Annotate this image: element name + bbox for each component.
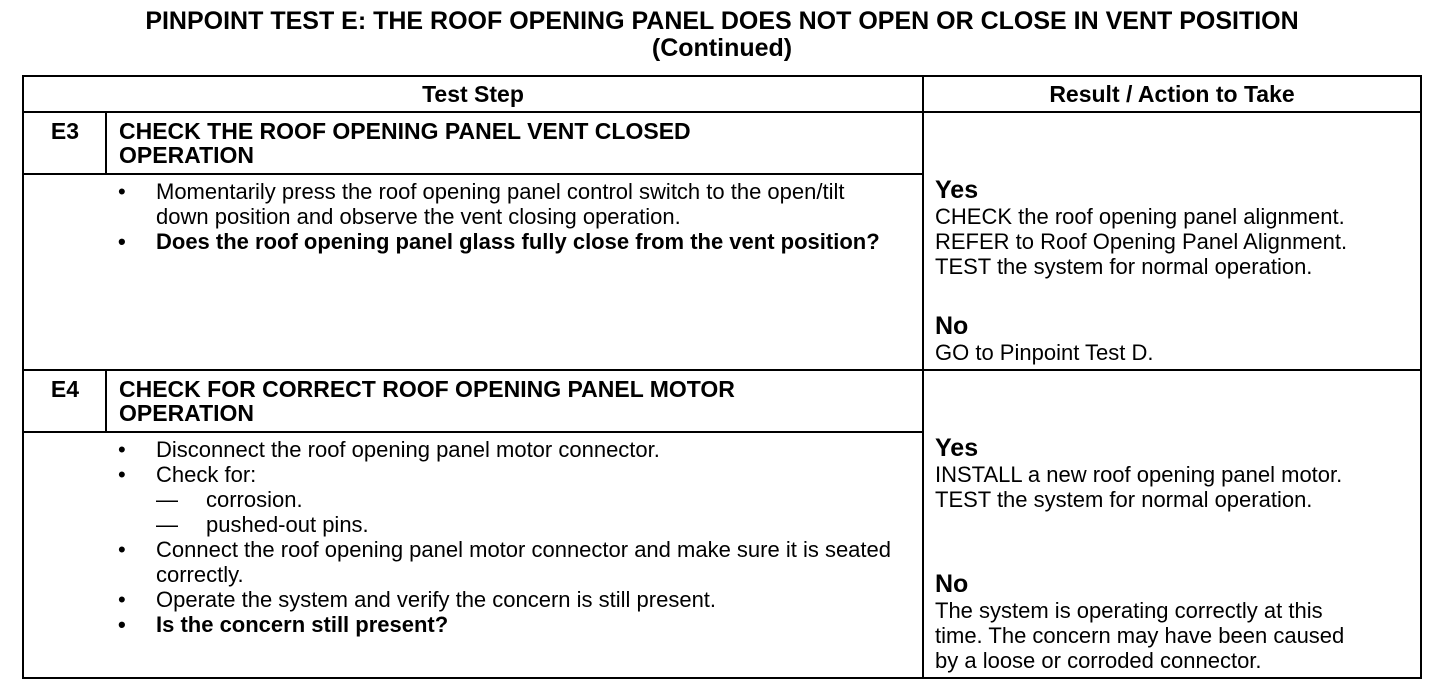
no-label: No	[935, 570, 969, 598]
result-e4-no-line-3: by a loose or corroded connector.	[935, 648, 1262, 673]
step-title-e4-line-2: OPERATION	[119, 400, 255, 426]
header-result-action: Result / Action to Take	[1049, 81, 1295, 107]
no-label: No	[935, 312, 969, 340]
list-item	[114, 487, 924, 512]
header-test-step: Test Step	[422, 81, 524, 107]
step-id-e4: E4	[50, 376, 80, 402]
result-e3	[935, 177, 1420, 365]
list-item: • Operate the system and verify the concern is still present.	[114, 587, 924, 612]
list-item: • Does the roof opening panel glass fully close from the vent position?	[114, 229, 886, 254]
step-id-e3: E3	[50, 118, 80, 144]
step-e4-instructions	[114, 437, 924, 637]
result-e4-yes-line-1: INSTALL a new roof opening panel motor.	[935, 462, 1343, 487]
page-title	[0, 8, 1444, 62]
dash-mark: —	[156, 512, 178, 537]
dash-mark: —	[156, 487, 178, 512]
step-title-e3	[119, 119, 879, 167]
result-e4-yes-line-2: TEST the system for normal operation.	[935, 487, 1313, 512]
title-line-2: (Continued)	[651, 34, 793, 62]
list-item	[114, 512, 924, 537]
step-title-e3-line-1: CHECK THE ROOF OPENING PANEL VENT CLOSED	[119, 118, 691, 144]
step-title-e3-line-2: OPERATION	[119, 142, 255, 168]
step-title-e4	[119, 377, 879, 425]
row-divider	[24, 369, 1420, 371]
title-line-1: PINPOINT TEST E: THE ROOF OPENING PANEL DOES NOT OPEN OR CLOSE IN VENT POSITION	[145, 7, 1299, 35]
list-item: • Disconnect the roof opening panel motor connector.	[114, 437, 924, 462]
yes-label: Yes	[935, 176, 979, 204]
e3-title-divider	[24, 173, 922, 175]
step-title-e4-line-1: CHECK FOR CORRECT ROOF OPENING PANEL MOTOR	[119, 376, 735, 402]
e4-title-divider	[24, 431, 922, 433]
list-item: • Is the concern still present?	[114, 612, 924, 637]
header-divider	[24, 111, 1420, 113]
sub-item-text: pushed-out pins.	[206, 512, 369, 537]
list-item: • Momentarily press the roof opening panel control switch to the open/tilt down position and observe the vent closing operation.	[114, 179, 876, 229]
result-e3-yes-line-2: REFER to Roof Opening Panel Alignment.	[935, 229, 1348, 254]
result-e3-yes-line-1: CHECK the roof opening panel alignment.	[935, 204, 1345, 229]
list-item: • Connect the roof opening panel motor connector and make sure it is seated correctly.	[114, 537, 891, 587]
result-e4-no-line-2: time. The concern may have been caused	[935, 623, 1345, 648]
list-item: • Check for:	[114, 462, 924, 487]
result-e3-no-line-1: GO to Pinpoint Test D.	[935, 340, 1154, 365]
yes-label: Yes	[935, 434, 979, 462]
sub-item-text: corrosion.	[206, 487, 303, 512]
result-e4-no-line-1: The system is operating correctly at this	[935, 598, 1323, 623]
step-e3-instructions	[114, 179, 924, 254]
result-e3-yes-line-3: TEST the system for normal operation.	[935, 254, 1313, 279]
result-e4	[935, 435, 1420, 673]
pinpoint-test-table	[22, 75, 1422, 679]
